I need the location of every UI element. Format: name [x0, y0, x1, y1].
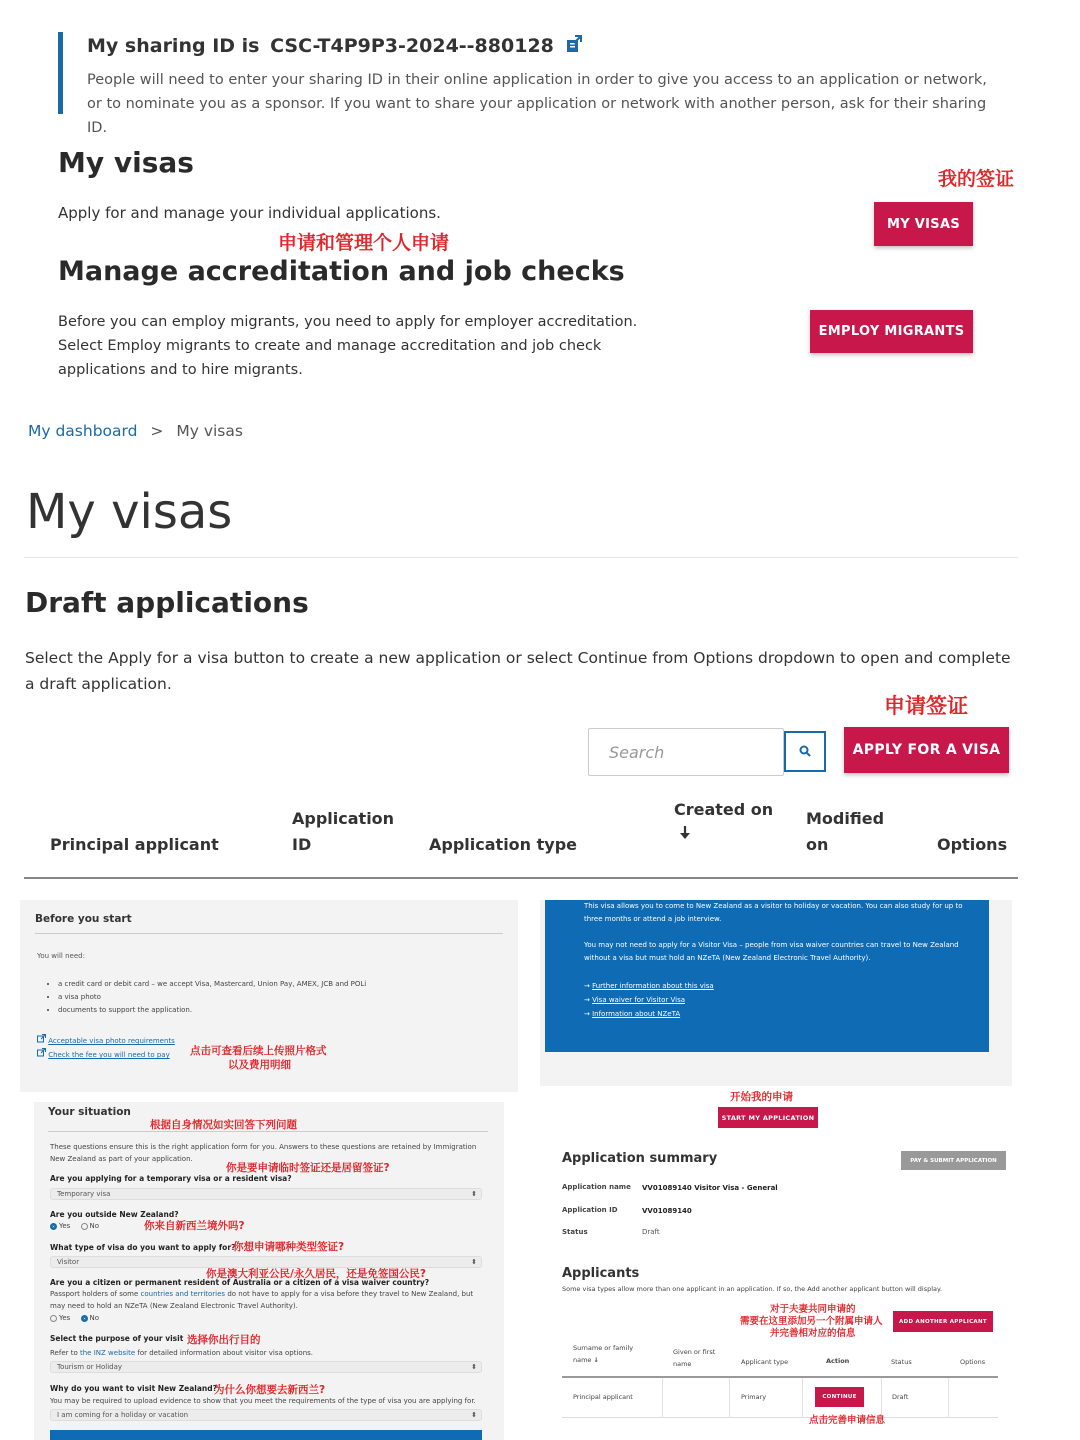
breadcrumb: [28, 422, 243, 440]
pay-submit-button[interactable]: PAY & SUBMIT APPLICATION: [901, 1151, 1006, 1170]
before-you-start-divider: [35, 933, 503, 934]
annotation-continue: 点击完善申请信息: [809, 1415, 886, 1426]
q5-help-a: Refer to: [50, 1349, 78, 1357]
my-visas-button[interactable]: MY VISAS: [874, 202, 973, 246]
q3-label: What type of visa do you want to apply for?: [50, 1243, 236, 1252]
q2-yes-label: Yes: [59, 1222, 71, 1230]
you-will-need: You will need:: [37, 952, 85, 960]
q4-radios: [50, 1314, 99, 1322]
chevron-updown-icon: ⬍: [471, 1411, 477, 1419]
situation-intro: These questions ensure this is the right application form for you. Answers to these questions are retained by Immigration New Zealand as part of your application.: [50, 1143, 477, 1163]
col-created-on[interactable]: [674, 797, 773, 845]
row-type: Primary: [741, 1393, 767, 1401]
applicants-col-given: [673, 1346, 715, 1370]
q5-help-link[interactable]: the INZ website: [80, 1349, 136, 1357]
q6-help: You may be required to upload evidence to show that you meet the requirements of the type of visa you are applying for.: [50, 1397, 476, 1405]
q5-select[interactable]: [50, 1361, 482, 1373]
q6-select[interactable]: [50, 1409, 482, 1421]
external-link-icon: [37, 1051, 46, 1059]
row-given-cell: [662, 1378, 730, 1418]
col-application-type: Application type: [429, 835, 578, 854]
summary-id-value: VV01089140: [642, 1207, 692, 1215]
my-visas-heading: My visas: [58, 146, 194, 179]
q4-help-a: Passport holders of some: [50, 1290, 139, 1298]
q4-no-radio[interactable]: [81, 1315, 88, 1322]
q5-help-b: for detailed information about visitor visa options.: [137, 1349, 314, 1357]
col-given-line2: name: [673, 1360, 692, 1368]
annotation-links-1: 点击可查看后续上传照片格式: [190, 1045, 327, 1057]
q5-label: Select the purpose of your visit: [50, 1334, 184, 1343]
col-options: Options: [937, 835, 1008, 854]
col-principal-applicant: Principal applicant: [50, 835, 219, 854]
q4-yes-radio[interactable]: [50, 1315, 57, 1322]
applicants-col-type: Applicant type: [741, 1358, 789, 1366]
visa-info-panel: [545, 900, 989, 1052]
applicants-table: [562, 1336, 998, 1440]
requirement-item: • documents to support the application.: [58, 1004, 366, 1017]
q5-value: Tourism or Holiday: [57, 1363, 123, 1371]
applicants-title: Applicants: [562, 1266, 640, 1281]
requirements-list: [58, 978, 366, 1017]
applicants-col-options: Options: [960, 1358, 986, 1366]
add-another-applicant-button[interactable]: ADD ANOTHER APPLICANT: [893, 1311, 993, 1332]
start-my-application-button[interactable]: START MY APPLICATION: [718, 1107, 818, 1128]
apply-for-visa-button[interactable]: APPLY FOR A VISA: [844, 727, 1009, 773]
q4-yes-label: Yes: [59, 1314, 71, 1322]
annotation-q5: 选择你出行目的: [187, 1334, 261, 1346]
situation-continue-bar[interactable]: [50, 1430, 482, 1440]
visa-info-link-2[interactable]: [584, 994, 685, 1007]
summary-name-value: VV01089140 Visitor Visa - General: [642, 1184, 778, 1192]
row-status: Draft: [892, 1393, 909, 1401]
breadcrumb-home-link[interactable]: My dashboard: [28, 422, 138, 440]
visa-info-p2: You may not need to apply for a Visitor Visa – people from visa waiver countries can travel to New Zealand without a visa but must hold an NZeTA (New Zealand Electronic Travel Authority).: [584, 941, 959, 962]
arrow-down-icon: ↓: [593, 1356, 599, 1364]
fee-link[interactable]: Check the fee you will need to pay: [48, 1051, 170, 1059]
requirement-item: • a visa photo: [58, 991, 366, 1004]
col-given-line1: Given or first: [673, 1348, 716, 1356]
accreditation-heading: Manage accreditation and job checks: [58, 256, 625, 287]
visa-info-link-text[interactable]: Visa waiver for Visitor Visa: [592, 996, 686, 1004]
arrow-down-icon: [678, 825, 773, 845]
fee-link-row[interactable]: [37, 1048, 170, 1059]
q3-value: Visitor: [57, 1258, 80, 1266]
visa-info-link-text[interactable]: Further information about this visa: [592, 982, 714, 990]
search-button[interactable]: [784, 731, 826, 772]
summary-id-label: Application ID: [562, 1206, 618, 1214]
q4-help-b: do not have to apply for a visa before they travel to New Zealand, but may need to hold an NZeTA (New Zealand Electronic Travel Authority).: [50, 1290, 474, 1310]
col-modified-line2: on: [806, 835, 829, 854]
q6-label: Why do you want to visit New Zealand?: [50, 1384, 217, 1393]
annotation-add-2: 需要在这里添加另一个附属申请人: [740, 1316, 883, 1327]
q4-label: Are you a citizen or permanent resident of Australia or a citizen of a visa waiver country?: [50, 1278, 430, 1287]
annotation-apply: 申请签证: [884, 694, 968, 718]
q1-value: Temporary visa: [57, 1190, 111, 1198]
requirement-item: • a credit card or debit card – we accept Visa, Mastercard, Union Pay, AMEX, JCB and POLi: [58, 978, 366, 991]
annotation-situation: 根据自身情况如实回答下列问题: [150, 1119, 297, 1131]
external-link-icon: [37, 1037, 46, 1045]
photo-requirements-link-row[interactable]: [37, 1034, 175, 1045]
arrow-right-icon: →: [584, 996, 593, 1004]
title-divider: [24, 557, 1018, 558]
annotation-q3: 你想申请哪种类型签证?: [233, 1241, 345, 1253]
search-icon: [799, 742, 811, 761]
annotation-add-1: 对于夫妻共同申请的: [770, 1304, 856, 1315]
applicants-col-surname[interactable]: [573, 1342, 633, 1366]
row-options-cell: [948, 1378, 998, 1418]
arrow-right-icon: →: [584, 1010, 593, 1018]
draft-text: Select the Apply for a visa button to create a new application or select Continue from Options dropdown to open and complete a draft application.: [25, 649, 1011, 693]
applicants-text: Some visa types allow more than one applicant in an application. If so, the Add another applicant button will display.: [562, 1285, 943, 1293]
q5-help: [50, 1347, 313, 1359]
summary-name-label: Application name: [562, 1183, 631, 1191]
q1-select[interactable]: [50, 1188, 482, 1200]
visa-info-link-text[interactable]: Information about NZeTA: [592, 1010, 681, 1018]
col-application-id-line1: Application: [292, 809, 395, 828]
table-header-divider: [24, 877, 1018, 879]
q6-value: I am coming for a holiday or vacation: [57, 1411, 189, 1419]
col-application-id: [292, 806, 394, 858]
annotation-add-3: 并完善相对应的信息: [770, 1328, 856, 1339]
col-surname-line1: Surname or family: [573, 1344, 634, 1352]
col-modified-line1: Modified: [806, 809, 885, 828]
share-icon[interactable]: [563, 34, 583, 59]
employ-migrants-button[interactable]: EMPLOY MIGRANTS: [810, 310, 973, 353]
summary-status-label: Status: [562, 1228, 588, 1236]
annotation-q4: 你是澳大利亚公民/永久居民，还是免签国公民?: [206, 1268, 426, 1280]
search-input[interactable]: [588, 728, 784, 776]
q2-yes-radio[interactable]: [50, 1223, 57, 1230]
your-situation-panel: [34, 1102, 504, 1440]
col-modified-on: [806, 806, 884, 858]
col-application-id-line2: ID: [292, 835, 312, 854]
breadcrumb-separator: >: [150, 422, 164, 440]
q4-help-link[interactable]: countries and territories: [140, 1290, 226, 1298]
visa-info-link-1[interactable]: [584, 980, 714, 993]
chevron-updown-icon: ⬍: [471, 1258, 477, 1266]
before-you-start-panel: [20, 900, 518, 1092]
summary-title: Application summary: [562, 1151, 718, 1166]
continue-button[interactable]: CONTINUE: [815, 1387, 864, 1407]
col-surname-line2: name: [573, 1356, 592, 1364]
applicants-col-action: Action: [826, 1357, 850, 1365]
arrow-right-icon: →: [584, 982, 593, 990]
my-visas-text: Apply for and manage your individual applications.: [58, 204, 441, 222]
q4-no-label: No: [89, 1314, 100, 1322]
visa-info-p1: This visa allows you to come to New Zealand as a visitor to holiday or vacation. You can also study for up to three months or attend a job interview.: [584, 902, 963, 923]
draft-heading: Draft applications: [25, 586, 309, 619]
page-title: My visas: [26, 484, 233, 540]
q2-no-label: No: [89, 1222, 100, 1230]
chevron-updown-icon: ⬍: [471, 1363, 477, 1371]
visa-info-link-3[interactable]: [584, 1008, 680, 1021]
q2-radios: [50, 1222, 99, 1230]
annotation-q1: 你是要申请临时签证还是居留签证?: [226, 1162, 390, 1174]
annotation-q2: 你来自新西兰境外吗?: [144, 1220, 245, 1232]
q2-label: Are you outside New Zealand?: [50, 1210, 179, 1219]
applicants-col-status: Status: [891, 1358, 912, 1366]
accreditation-text: Before you can employ migrants, you need to apply for employer accreditation. Select Employ migrants to create and manage accreditation and job check applications and to hire migrants.: [58, 314, 638, 378]
photo-requirements-link[interactable]: Acceptable visa photo requirements: [48, 1037, 175, 1045]
annotation-start: 开始我的申请: [730, 1091, 793, 1103]
sharing-id: CSC-T4P9P3-2024--880128: [270, 35, 554, 57]
sharing-panel: [58, 32, 1018, 136]
annotation-my-visas-text: 申请和管理个人申请: [278, 232, 450, 254]
situation-title: Your situation: [48, 1106, 131, 1118]
annotation-q6: 为什么你想要去新西兰?: [214, 1384, 326, 1396]
col-created-on-label: Created on: [674, 800, 774, 819]
row-principal: Principal applicant: [573, 1393, 633, 1401]
search-placeholder: Search: [609, 742, 665, 762]
q4-help: [50, 1288, 486, 1312]
breadcrumb-current: My visas: [176, 422, 243, 440]
q2-no-radio[interactable]: [81, 1223, 88, 1230]
before-you-start-title: Before you start: [35, 913, 132, 925]
chevron-updown-icon: ⬍: [471, 1190, 477, 1198]
annotation-links-2: 以及费用明细: [228, 1059, 291, 1071]
annotation-my-visas-button: 我的签证: [938, 168, 1015, 190]
summary-status-value: Draft: [642, 1228, 660, 1236]
sharing-title: [87, 34, 583, 59]
visa-info-wrapper: [540, 900, 1012, 1086]
situation-divider: [48, 1131, 488, 1132]
sharing-title-prefix: My sharing ID is: [87, 35, 260, 57]
q1-label: Are you applying for a temporary visa or a resident visa?: [50, 1174, 292, 1183]
sharing-description: People will need to enter your sharing ID in their online application in order to give you access to an application or network, or to nominate you as a sponsor. If you want to share your application or network with another person, ask for their sharing ID.: [87, 72, 987, 136]
applicants-row: [562, 1378, 998, 1418]
